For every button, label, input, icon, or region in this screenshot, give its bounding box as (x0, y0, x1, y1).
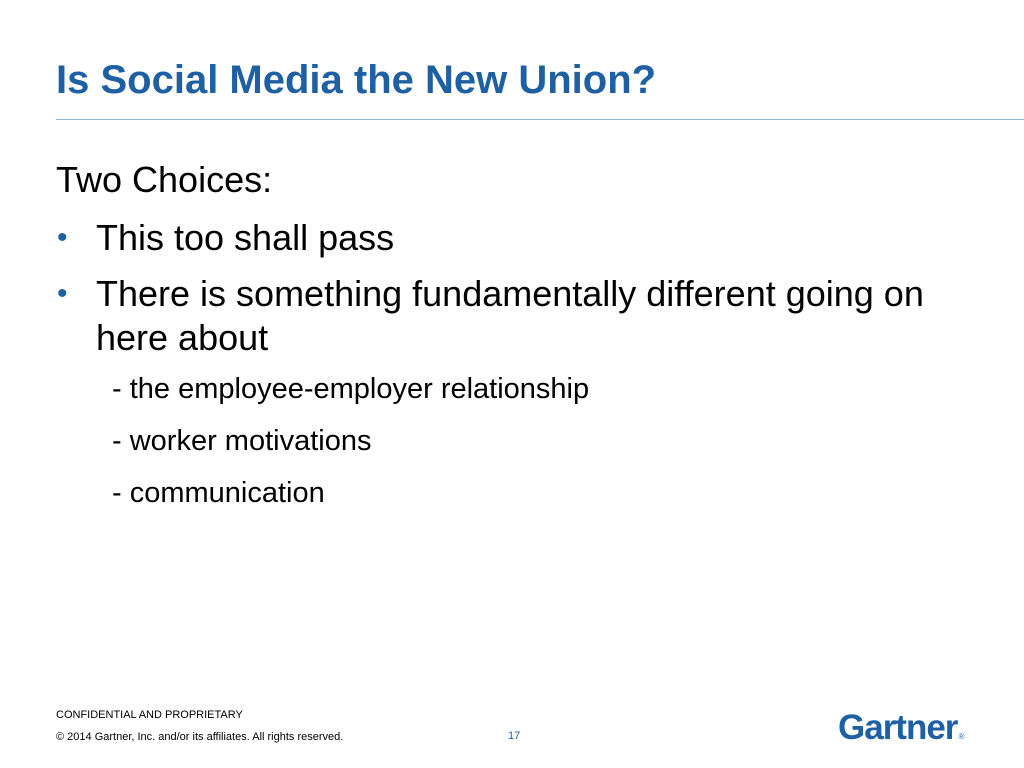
page-number: 17 (508, 730, 521, 742)
bullet-icon: • (57, 221, 68, 254)
sub-bullet-list (56, 372, 956, 510)
bullet-item (56, 272, 956, 360)
sub-bullet-item: - the employee-employer relationship (112, 373, 590, 405)
slide-body (56, 158, 956, 528)
gartner-logo (838, 710, 964, 745)
copyright-text: © 2014 Gartner, Inc. and/or its affiliates. All rights reserved. (56, 731, 344, 743)
bullet-icon: • (57, 277, 68, 310)
logo-text: Gartner (838, 708, 958, 747)
intro-text: Two Choices: (56, 159, 273, 200)
sub-bullet-item: - worker motivations (112, 425, 372, 457)
registered-mark-icon: ® (958, 732, 965, 741)
title-divider (56, 119, 1024, 120)
bullet-text: This too shall pass (96, 217, 395, 258)
bullet-text: There is something fundamentally different going on here about (96, 273, 924, 358)
slide-title: Is Social Media the New Union? (56, 58, 657, 102)
bullet-item (56, 216, 956, 260)
sub-bullet-item: - communication (112, 477, 325, 509)
confidential-label: CONFIDENTIAL AND PROPRIETARY (56, 709, 243, 721)
